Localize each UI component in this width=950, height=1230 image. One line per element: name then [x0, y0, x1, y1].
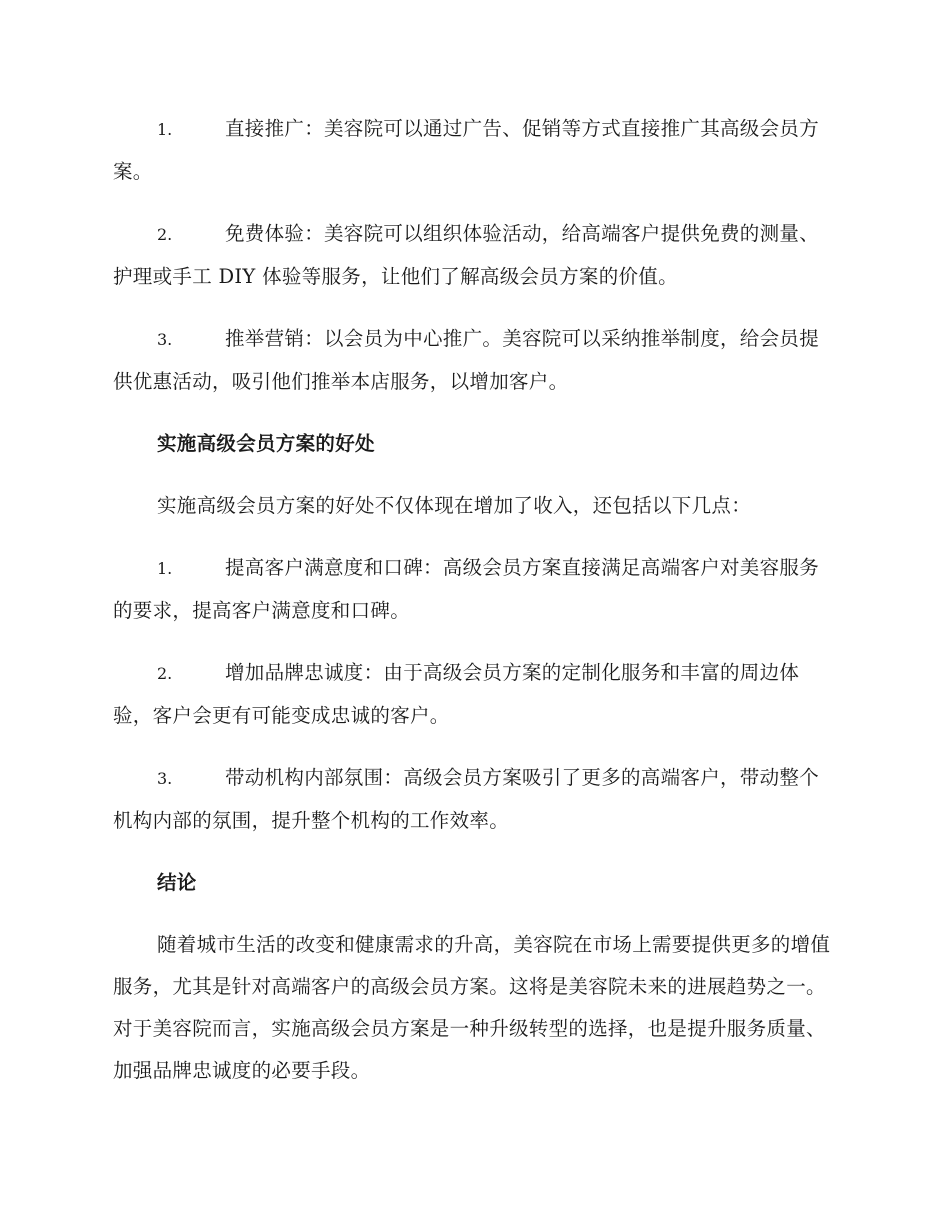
document-page — [113, 108, 833, 1112]
list-number: 1. — [157, 120, 173, 139]
section-heading-conclusion: 结论 — [157, 871, 197, 894]
list-item — [113, 108, 833, 193]
conclusion-paragraph: 随着城市生活的改变和健康需求的升高，美容院在市场上需要提供更多的增值服务，尤其是针对高端客户的高级会员方案。这将是美容院未来的进展趋势之一。对于美容院而言，实施高级会员方案是一种升级转型的选择，也是提升服务质量、加强品牌忠诚度的必要手段。 — [113, 933, 831, 1082]
list-text: 免费体验：美容院可以组织体验活动，给高端客户提供免费的测量、护理或手工 DIY 体验等服务，让他们了解高级会员方案的价值。 — [113, 222, 820, 288]
list-number: 3. — [157, 330, 173, 349]
list-text: 提高客户满意度和口碑：高级会员方案直接满足高端客户对美容服务的要求，提高客户满意度和口碑。 — [113, 556, 820, 622]
list-item — [113, 213, 833, 298]
list-item — [113, 547, 833, 632]
list-text: 直接推广：美容院可以通过广告、促销等方式直接推广其高级会员方案。 — [113, 117, 820, 183]
section-heading-benefits: 实施高级会员方案的好处 — [157, 432, 375, 455]
list-item — [113, 652, 833, 737]
list-text: 增加品牌忠诚度：由于高级会员方案的定制化服务和丰富的周边体验，客户会更有可能变成忠诚的客户。 — [113, 661, 800, 727]
list-item — [113, 318, 833, 403]
list-number: 2. — [157, 225, 173, 244]
list-number: 3. — [157, 769, 173, 788]
list-text: 推举营销：以会员为中心推广。美容院可以采纳推举制度，给会员提供优惠活动，吸引他们推举本店服务，以增加客户。 — [113, 327, 820, 393]
list-number: 2. — [157, 664, 173, 683]
list-text: 带动机构内部氛围：高级会员方案吸引了更多的高端客户，带动整个机构内部的氛围，提升整个机构的工作效率。 — [113, 766, 820, 832]
list-item — [113, 757, 833, 842]
benefits-intro-paragraph: 实施高级会员方案的好处不仅体现在增加了收入，还包括以下几点： — [157, 494, 752, 517]
list-number: 1. — [157, 559, 173, 578]
